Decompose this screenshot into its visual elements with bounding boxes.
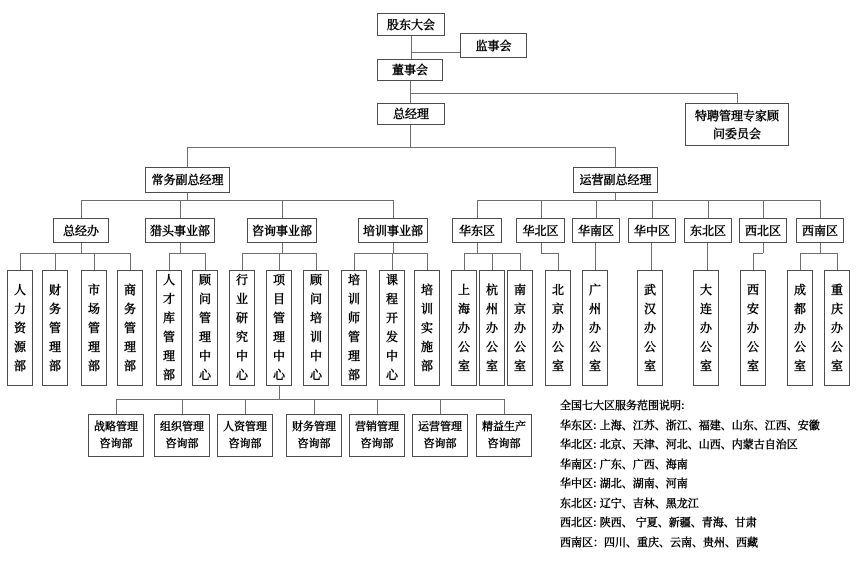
connector (504, 399, 505, 414)
legend-line-northwest: 西北区: 陕西、 宁夏、新疆、青海、甘肃 (560, 517, 757, 529)
connector (651, 243, 652, 270)
connector (20, 253, 21, 270)
node-consulting-organization (154, 414, 210, 457)
node-dept-training-implementation (414, 270, 440, 386)
node-office-dalian-label: 大连办公室 (699, 282, 712, 373)
node-dept-finance (42, 270, 68, 386)
node-consulting-finance-label: 财务管理咨询部 (292, 420, 336, 450)
node-dept-marketing (81, 270, 107, 386)
connector (94, 253, 95, 270)
node-office-xian (740, 270, 766, 386)
node-office-chongqing-label: 重庆办公室 (830, 282, 843, 373)
node-region-northwest: 西北区 (739, 218, 787, 243)
connector (169, 253, 170, 270)
legend-line-north-china: 华北区: 北京、天津、河北、山西、内蒙古自治区 (560, 439, 798, 451)
node-dept-business (117, 270, 143, 386)
node-dept-consultant-management (192, 270, 218, 386)
node-center-course-development (379, 270, 405, 386)
node-dept-marketing-label: 市场管理部 (87, 282, 100, 373)
node-center-industry-research (229, 270, 255, 386)
node-office-hangzhou (479, 270, 505, 386)
node-dept-talent-pool (156, 270, 182, 386)
connector (187, 193, 188, 200)
node-region-north-china: 华北区 (516, 218, 565, 243)
node-advisory-committee-label: 特聘管理专家顾问委员会 (694, 108, 779, 141)
node-consulting-lean-production-label: 精益生产咨询部 (482, 420, 526, 450)
connector (411, 36, 412, 59)
legend-line-southwest: 西南区：四川、重庆、云南、贵州、西藏 (560, 536, 758, 549)
node-consulting-lean-production (476, 414, 532, 457)
node-office-nanjing-label: 南京办公室 (513, 282, 526, 373)
node-operations-deputy-gm: 运营副总经理 (573, 167, 658, 193)
connector (595, 243, 596, 270)
connector (180, 200, 181, 218)
connector (182, 399, 183, 414)
node-office-shanghai-label: 上海办公室 (457, 282, 470, 373)
node-dept-finance-label: 财务管理部 (48, 282, 61, 373)
node-office-nanjing (507, 270, 533, 386)
connector (541, 243, 542, 253)
connector (282, 243, 283, 253)
node-division-headhunting: 猎头事业部 (145, 218, 215, 243)
connector (116, 399, 504, 400)
node-office-dalian (693, 270, 719, 386)
connector (800, 253, 837, 254)
connector (492, 253, 493, 270)
node-center-consultant-training-label: 顾问培训中心 (309, 273, 322, 382)
node-region-east-china: 华东区 (452, 218, 502, 243)
node-dept-talent-pool-label: 人才库管理部 (162, 273, 175, 382)
connector (245, 399, 246, 414)
node-dept-hr-label: 人力资源部 (13, 282, 26, 373)
node-office-chengdu (787, 270, 813, 386)
node-consulting-strategy (88, 414, 144, 457)
node-supervisory-board: 监事会 (460, 33, 527, 58)
node-office-shanghai (451, 270, 477, 386)
node-center-consultant-training (303, 270, 329, 386)
connector (837, 253, 838, 270)
node-dept-consultant-management-label: 顾问管理中心 (198, 273, 211, 382)
connector (541, 253, 558, 254)
node-board-of-directors: 董事会 (377, 59, 443, 81)
node-consulting-marketing (349, 414, 405, 457)
connector (130, 253, 131, 270)
connector (392, 253, 393, 270)
connector (708, 200, 709, 218)
node-office-wuhan-label: 武汉办公室 (643, 282, 656, 373)
node-office-wuhan (637, 270, 663, 386)
connector (314, 399, 315, 414)
connector (377, 399, 378, 414)
connector (116, 399, 117, 414)
connector (410, 125, 411, 147)
connector (737, 93, 738, 103)
node-advisory-committee (685, 103, 789, 146)
connector (596, 200, 597, 218)
connector (279, 253, 280, 270)
node-region-southwest: 西南区 (796, 218, 844, 243)
connector (55, 253, 56, 270)
connector (316, 253, 317, 270)
connector (242, 253, 243, 270)
connector (411, 52, 460, 53)
node-office-chongqing (824, 270, 850, 386)
node-executive-deputy-gm: 常务副总经理 (145, 167, 230, 193)
legend-line-south-china: 华南区: 广东、广西、海南 (560, 458, 688, 471)
connector (800, 253, 801, 270)
connector (477, 200, 478, 218)
connector (81, 200, 393, 201)
connector (410, 81, 411, 103)
connector (753, 253, 754, 270)
node-dept-trainer-management-label: 培训师管理部 (347, 273, 360, 382)
connector (820, 243, 821, 253)
connector (464, 253, 465, 270)
node-division-training: 培训事业部 (358, 218, 428, 243)
connector (763, 200, 764, 218)
connector (477, 200, 820, 201)
node-shareholders-meeting: 股东大会 (377, 13, 445, 36)
node-office-hangzhou-label: 杭州办公室 (485, 282, 498, 373)
connector (427, 253, 428, 270)
node-office-guangzhou (582, 270, 608, 386)
connector (354, 253, 355, 270)
connector (81, 200, 82, 218)
legend-title: 全国七大区服务范围说明: (560, 400, 685, 412)
connector (180, 243, 181, 253)
connector (763, 243, 764, 253)
connector (753, 253, 763, 254)
connector (558, 253, 559, 270)
node-general-manager: 总经理 (377, 103, 445, 125)
node-dept-training-implementation-label: 培训实施部 (420, 282, 433, 373)
connector (615, 147, 616, 167)
node-office-beijing-label: 北京办公室 (551, 282, 564, 373)
node-consulting-finance (286, 414, 342, 457)
legend (560, 397, 858, 553)
node-consulting-organization-label: 组织管理咨询部 (160, 420, 204, 450)
legend-line-east-china: 华东区: 上海、江苏、浙江、福建、山东、江西、安徽 (560, 419, 820, 432)
node-consulting-operations (412, 414, 468, 457)
node-dept-business-label: 商务管理部 (123, 282, 136, 373)
node-center-project-management-label: 项目管理中心 (272, 273, 285, 382)
connector (393, 200, 394, 218)
node-consulting-hr (217, 414, 273, 457)
connector (820, 200, 821, 218)
node-office-xian-label: 西安办公室 (746, 282, 759, 373)
node-region-northeast: 东北区 (684, 218, 732, 243)
connector (477, 243, 478, 253)
connector (354, 253, 427, 254)
node-consulting-operations-label: 运营管理咨询部 (418, 420, 462, 450)
node-region-central-china: 华中区 (628, 218, 676, 243)
node-office-chengdu-label: 成都办公室 (793, 282, 806, 373)
node-office-beijing (545, 270, 571, 386)
connector (20, 253, 130, 254)
connector (652, 200, 653, 218)
node-region-south-china: 华南区 (572, 218, 620, 243)
connector (520, 253, 521, 270)
node-center-industry-research-label: 行业研究中心 (235, 273, 248, 382)
connector (205, 253, 206, 270)
node-dept-hr (7, 270, 33, 386)
node-dept-trainer-management (341, 270, 367, 386)
connector (440, 399, 441, 414)
node-consulting-strategy-label: 战略管理咨询部 (94, 420, 138, 450)
node-consulting-marketing-label: 营销管理咨询部 (355, 420, 399, 450)
node-center-project-management (266, 270, 292, 386)
connector (410, 93, 737, 94)
node-division-gm-office: 总经办 (53, 218, 109, 243)
connector (707, 243, 708, 270)
connector (187, 147, 188, 167)
legend-line-northeast: 东北区: 辽宁、吉林、黑龙江 (560, 497, 699, 510)
connector (279, 386, 280, 399)
node-consulting-hr-label: 人资管理咨询部 (223, 420, 267, 450)
node-office-guangzhou-label: 广州办公室 (588, 282, 601, 373)
connector (169, 253, 205, 254)
connector (541, 200, 542, 218)
connector (187, 147, 615, 148)
connector (615, 193, 616, 200)
node-division-consulting: 咨询事业部 (247, 218, 317, 243)
connector (81, 243, 82, 253)
connector (393, 243, 394, 253)
connector (282, 200, 283, 218)
node-center-course-development-label: 课程开发中心 (385, 273, 398, 382)
legend-line-central-china: 华中区: 湖北、湖南、河南 (560, 478, 688, 490)
